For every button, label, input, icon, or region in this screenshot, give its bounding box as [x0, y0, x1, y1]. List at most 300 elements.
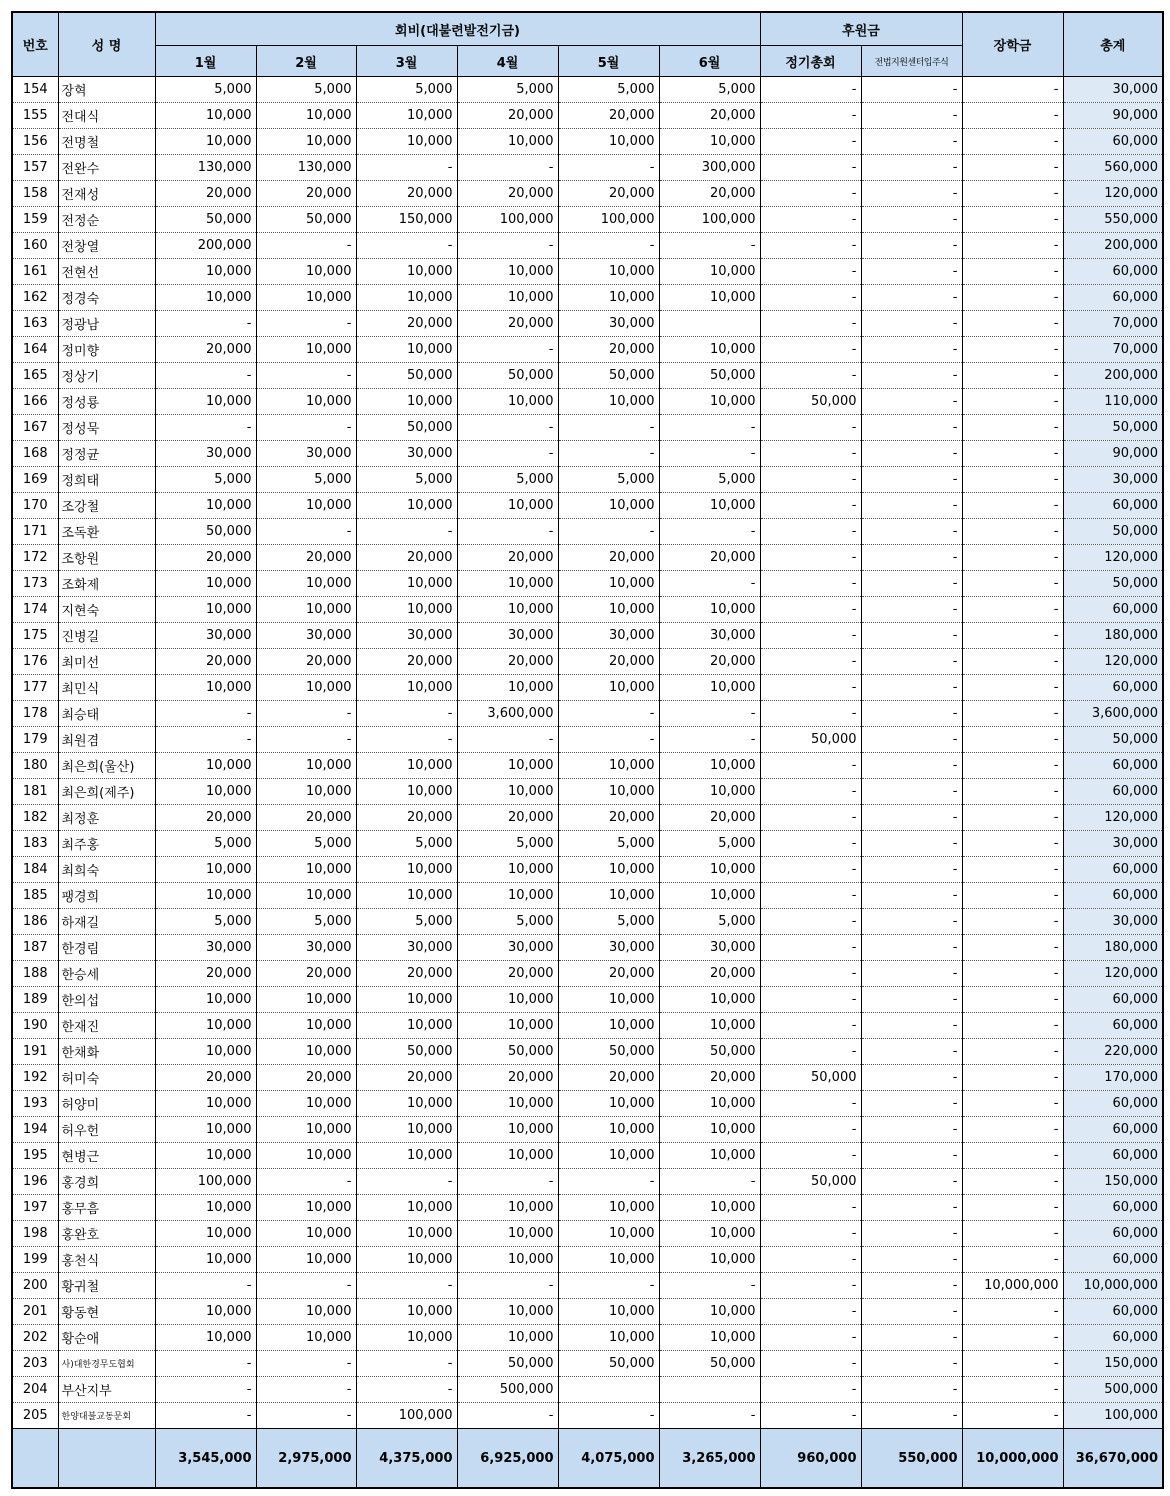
- month-2-cell: -: [256, 701, 356, 727]
- month-3-cell: 10,000: [356, 883, 457, 909]
- table-row: [12, 207, 1163, 233]
- month-3-cell: 20,000: [356, 311, 457, 337]
- month-5-cell: 10,000: [558, 1013, 659, 1039]
- month-3-cell: 50,000: [356, 415, 457, 441]
- table-row: [12, 571, 1163, 597]
- month-4-cell: 10,000: [457, 1325, 558, 1351]
- general-meeting-cell: -: [760, 675, 861, 701]
- scholarship-cell: -: [962, 935, 1063, 961]
- month-3-cell: -: [356, 1351, 457, 1377]
- scholarship-cell: -: [962, 701, 1063, 727]
- row-name-cell: 최은희(제주): [58, 779, 155, 805]
- row-total-cell: 10,000,000: [1063, 1273, 1163, 1299]
- month-4-cell: -: [457, 337, 558, 363]
- row-no-cell: 156: [12, 129, 58, 155]
- month-5-cell: 10,000: [558, 1221, 659, 1247]
- month-6-cell: -: [659, 519, 760, 545]
- table-row: [12, 129, 1163, 155]
- center-opening-cell: -: [861, 961, 962, 987]
- center-opening-cell: -: [861, 363, 962, 389]
- row-no-cell: 193: [12, 1091, 58, 1117]
- month-4-cell: 5,000: [457, 831, 558, 857]
- row-total-cell: 120,000: [1063, 181, 1163, 207]
- general-meeting-cell: -: [760, 129, 861, 155]
- row-total-cell: 90,000: [1063, 441, 1163, 467]
- month-3-cell: 150,000: [356, 207, 457, 233]
- month-2-cell: 10,000: [256, 285, 356, 311]
- month-6-cell: 10,000: [659, 1247, 760, 1273]
- month-1-cell: 10,000: [155, 1117, 256, 1143]
- month-6-cell: 10,000: [659, 987, 760, 1013]
- row-no-cell: 199: [12, 1247, 58, 1273]
- center-opening-cell: -: [861, 467, 962, 493]
- month-6-cell: 5,000: [659, 77, 760, 103]
- row-no-cell: 164: [12, 337, 58, 363]
- table-row: [12, 1039, 1163, 1065]
- total-month-6: 3,265,000: [659, 1429, 760, 1489]
- month-5-cell: 10,000: [558, 1247, 659, 1273]
- general-meeting-cell: 50,000: [760, 727, 861, 753]
- row-name-cell: 조화제: [58, 571, 155, 597]
- row-total-cell: 60,000: [1063, 779, 1163, 805]
- header-name: 성 명: [58, 12, 155, 77]
- row-no-cell: 194: [12, 1117, 58, 1143]
- donation-table-container: [11, 11, 1164, 1489]
- center-opening-cell: -: [861, 259, 962, 285]
- month-3-cell: 10,000: [356, 285, 457, 311]
- month-1-cell: 30,000: [155, 935, 256, 961]
- scholarship-cell: -: [962, 259, 1063, 285]
- row-total-cell: 180,000: [1063, 623, 1163, 649]
- month-5-cell: 20,000: [558, 961, 659, 987]
- month-2-cell: 10,000: [256, 857, 356, 883]
- center-opening-cell: -: [861, 1325, 962, 1351]
- month-1-cell: -: [155, 1351, 256, 1377]
- month-6-cell: 20,000: [659, 649, 760, 675]
- center-opening-cell: -: [861, 1117, 962, 1143]
- month-1-cell: -: [155, 1403, 256, 1429]
- general-meeting-cell: 50,000: [760, 1065, 861, 1091]
- month-1-cell: 10,000: [155, 597, 256, 623]
- month-6-cell: 10,000: [659, 779, 760, 805]
- month-6-cell: 20,000: [659, 805, 760, 831]
- table-row: [12, 727, 1163, 753]
- table-row: [12, 545, 1163, 571]
- center-opening-cell: -: [861, 493, 962, 519]
- table-row: [12, 1325, 1163, 1351]
- center-opening-cell: -: [861, 779, 962, 805]
- month-6-cell: 10,000: [659, 259, 760, 285]
- month-4-cell: -: [457, 233, 558, 259]
- scholarship-cell: -: [962, 1169, 1063, 1195]
- month-5-cell: 10,000: [558, 753, 659, 779]
- row-no-cell: 177: [12, 675, 58, 701]
- table-body: [12, 77, 1163, 1429]
- month-1-cell: -: [155, 727, 256, 753]
- month-3-cell: 5,000: [356, 831, 457, 857]
- row-name-cell: 홍완호: [58, 1221, 155, 1247]
- row-no-cell: 161: [12, 259, 58, 285]
- scholarship-cell: -: [962, 233, 1063, 259]
- general-meeting-cell: -: [760, 961, 861, 987]
- row-no-cell: 160: [12, 233, 58, 259]
- month-3-cell: -: [356, 1377, 457, 1403]
- month-3-cell: 10,000: [356, 779, 457, 805]
- scholarship-cell: -: [962, 129, 1063, 155]
- month-1-cell: 10,000: [155, 259, 256, 285]
- month-5-cell: 10,000: [558, 1299, 659, 1325]
- row-no-cell: 159: [12, 207, 58, 233]
- general-meeting-cell: -: [760, 181, 861, 207]
- month-3-cell: 10,000: [356, 1195, 457, 1221]
- header-month-6: 6월: [659, 46, 760, 77]
- month-4-cell: -: [457, 155, 558, 181]
- general-meeting-cell: -: [760, 1273, 861, 1299]
- month-1-cell: 10,000: [155, 129, 256, 155]
- month-4-cell: 10,000: [457, 493, 558, 519]
- month-2-cell: 10,000: [256, 1299, 356, 1325]
- month-5-cell: -: [558, 519, 659, 545]
- table-row: [12, 519, 1163, 545]
- row-name-cell: 최정훈: [58, 805, 155, 831]
- row-name-cell: 한재진: [58, 1013, 155, 1039]
- row-no-cell: 197: [12, 1195, 58, 1221]
- row-total-cell: 50,000: [1063, 415, 1163, 441]
- month-4-cell: 20,000: [457, 545, 558, 571]
- general-meeting-cell: -: [760, 701, 861, 727]
- row-no-cell: 195: [12, 1143, 58, 1169]
- table-row: [12, 181, 1163, 207]
- scholarship-cell: -: [962, 467, 1063, 493]
- scholarship-cell: -: [962, 207, 1063, 233]
- month-5-cell: 10,000: [558, 1117, 659, 1143]
- month-4-cell: 10,000: [457, 1221, 558, 1247]
- month-6-cell: 10,000: [659, 1143, 760, 1169]
- month-4-cell: 30,000: [457, 623, 558, 649]
- month-2-cell: 10,000: [256, 1143, 356, 1169]
- header-total: 총계: [1063, 12, 1163, 77]
- general-meeting-cell: -: [760, 311, 861, 337]
- general-meeting-cell: -: [760, 441, 861, 467]
- month-2-cell: 5,000: [256, 467, 356, 493]
- month-1-cell: 200,000: [155, 233, 256, 259]
- table-row: [12, 1247, 1163, 1273]
- month-5-cell: 20,000: [558, 545, 659, 571]
- center-opening-cell: -: [861, 155, 962, 181]
- month-6-cell: 10,000: [659, 1013, 760, 1039]
- month-2-cell: 10,000: [256, 753, 356, 779]
- row-name-cell: 전현선: [58, 259, 155, 285]
- month-6-cell: -: [659, 233, 760, 259]
- table-row: [12, 1013, 1163, 1039]
- total-month-5: 4,075,000: [558, 1429, 659, 1489]
- month-3-cell: 5,000: [356, 77, 457, 103]
- general-meeting-cell: -: [760, 155, 861, 181]
- scholarship-cell: -: [962, 1247, 1063, 1273]
- month-2-cell: 10,000: [256, 493, 356, 519]
- month-5-cell: 5,000: [558, 467, 659, 493]
- month-2-cell: -: [256, 415, 356, 441]
- month-2-cell: 20,000: [256, 649, 356, 675]
- month-5-cell: 10,000: [558, 129, 659, 155]
- month-1-cell: 50,000: [155, 207, 256, 233]
- month-2-cell: 10,000: [256, 779, 356, 805]
- month-6-cell: 10,000: [659, 1325, 760, 1351]
- row-no-cell: 172: [12, 545, 58, 571]
- header-month-5: 5월: [558, 46, 659, 77]
- center-opening-cell: -: [861, 1091, 962, 1117]
- center-opening-cell: -: [861, 701, 962, 727]
- month-2-cell: -: [256, 233, 356, 259]
- month-2-cell: 10,000: [256, 129, 356, 155]
- month-2-cell: 10,000: [256, 259, 356, 285]
- row-total-cell: 550,000: [1063, 207, 1163, 233]
- row-total-cell: 150,000: [1063, 1351, 1163, 1377]
- row-name-cell: 최은희(울산): [58, 753, 155, 779]
- row-total-cell: 50,000: [1063, 519, 1163, 545]
- table-row: [12, 857, 1163, 883]
- month-4-cell: 3,600,000: [457, 701, 558, 727]
- month-5-cell: 10,000: [558, 493, 659, 519]
- month-6-cell: 50,000: [659, 363, 760, 389]
- month-3-cell: 20,000: [356, 1065, 457, 1091]
- row-total-cell: 60,000: [1063, 1195, 1163, 1221]
- month-3-cell: 50,000: [356, 363, 457, 389]
- total-month-1: 3,545,000: [155, 1429, 256, 1489]
- month-1-cell: 10,000: [155, 1299, 256, 1325]
- general-meeting-cell: -: [760, 103, 861, 129]
- row-total-cell: 60,000: [1063, 1221, 1163, 1247]
- month-6-cell: 10,000: [659, 389, 760, 415]
- row-no-cell: 198: [12, 1221, 58, 1247]
- month-2-cell: 20,000: [256, 1065, 356, 1091]
- row-no-cell: 168: [12, 441, 58, 467]
- month-1-cell: 10,000: [155, 1195, 256, 1221]
- table-row: [12, 1065, 1163, 1091]
- month-6-cell: 50,000: [659, 1351, 760, 1377]
- row-no-cell: 189: [12, 987, 58, 1013]
- row-no-cell: 184: [12, 857, 58, 883]
- row-total-cell: 150,000: [1063, 1169, 1163, 1195]
- header-month-3: 3월: [356, 46, 457, 77]
- row-total-cell: 110,000: [1063, 389, 1163, 415]
- header-month-2: 2월: [256, 46, 356, 77]
- general-meeting-cell: -: [760, 1299, 861, 1325]
- row-name-cell: 팽경희: [58, 883, 155, 909]
- table-row: [12, 103, 1163, 129]
- row-total-cell: 60,000: [1063, 1091, 1163, 1117]
- row-name-cell: 조항원: [58, 545, 155, 571]
- row-name-cell: 현병근: [58, 1143, 155, 1169]
- center-opening-cell: -: [861, 233, 962, 259]
- month-6-cell: 10,000: [659, 1091, 760, 1117]
- row-total-cell: 120,000: [1063, 805, 1163, 831]
- month-2-cell: -: [256, 1351, 356, 1377]
- center-opening-cell: -: [861, 545, 962, 571]
- scholarship-cell: -: [962, 337, 1063, 363]
- general-meeting-cell: -: [760, 493, 861, 519]
- month-5-cell: 100,000: [558, 207, 659, 233]
- row-no-cell: 165: [12, 363, 58, 389]
- scholarship-cell: -: [962, 415, 1063, 441]
- month-4-cell: 10,000: [457, 857, 558, 883]
- scholarship-cell: -: [962, 1221, 1063, 1247]
- month-3-cell: 30,000: [356, 935, 457, 961]
- row-no-cell: 174: [12, 597, 58, 623]
- table-row: [12, 415, 1163, 441]
- row-no-cell: 162: [12, 285, 58, 311]
- row-name-cell: 전명철: [58, 129, 155, 155]
- scholarship-cell: -: [962, 1039, 1063, 1065]
- month-6-cell: 10,000: [659, 493, 760, 519]
- center-opening-cell: -: [861, 441, 962, 467]
- center-opening-cell: -: [861, 311, 962, 337]
- month-5-cell: 5,000: [558, 831, 659, 857]
- totals-row: [12, 1429, 1163, 1489]
- month-1-cell: -: [155, 415, 256, 441]
- month-6-cell: [659, 311, 760, 337]
- row-no-cell: 155: [12, 103, 58, 129]
- month-1-cell: 10,000: [155, 103, 256, 129]
- month-5-cell: 20,000: [558, 805, 659, 831]
- month-3-cell: 20,000: [356, 961, 457, 987]
- row-name-cell: 장혁: [58, 77, 155, 103]
- month-5-cell: -: [558, 1403, 659, 1429]
- month-2-cell: 5,000: [256, 77, 356, 103]
- row-total-cell: 30,000: [1063, 831, 1163, 857]
- month-5-cell: 10,000: [558, 1143, 659, 1169]
- general-meeting-cell: -: [760, 285, 861, 311]
- month-5-cell: 20,000: [558, 649, 659, 675]
- scholarship-cell: -: [962, 77, 1063, 103]
- table-row: [12, 831, 1163, 857]
- month-3-cell: 10,000: [356, 1091, 457, 1117]
- month-3-cell: 10,000: [356, 753, 457, 779]
- row-no-cell: 182: [12, 805, 58, 831]
- row-name-cell: 한의섭: [58, 987, 155, 1013]
- month-2-cell: 10,000: [256, 571, 356, 597]
- month-5-cell: 20,000: [558, 1065, 659, 1091]
- month-2-cell: 10,000: [256, 1247, 356, 1273]
- month-3-cell: 20,000: [356, 181, 457, 207]
- month-1-cell: 30,000: [155, 623, 256, 649]
- scholarship-cell: -: [962, 441, 1063, 467]
- month-2-cell: 5,000: [256, 909, 356, 935]
- general-meeting-cell: -: [760, 1039, 861, 1065]
- row-name-cell: 사)대한경무도협회: [58, 1351, 155, 1377]
- month-6-cell: 10,000: [659, 337, 760, 363]
- month-5-cell: -: [558, 441, 659, 467]
- month-2-cell: 10,000: [256, 597, 356, 623]
- row-no-cell: 175: [12, 623, 58, 649]
- row-total-cell: 170,000: [1063, 1065, 1163, 1091]
- month-6-cell: -: [659, 701, 760, 727]
- month-4-cell: 10,000: [457, 285, 558, 311]
- general-meeting-cell: -: [760, 77, 861, 103]
- month-1-cell: 10,000: [155, 1091, 256, 1117]
- table-row: [12, 805, 1163, 831]
- general-meeting-cell: -: [760, 545, 861, 571]
- table-row: [12, 909, 1163, 935]
- table-row: [12, 1403, 1163, 1429]
- month-1-cell: 100,000: [155, 1169, 256, 1195]
- row-name-cell: 정광남: [58, 311, 155, 337]
- center-opening-cell: -: [861, 1013, 962, 1039]
- row-no-cell: 204: [12, 1377, 58, 1403]
- month-6-cell: -: [659, 415, 760, 441]
- month-2-cell: -: [256, 1403, 356, 1429]
- grand-total: 36,670,000: [1063, 1429, 1163, 1489]
- row-total-cell: 60,000: [1063, 129, 1163, 155]
- month-4-cell: 10,000: [457, 597, 558, 623]
- scholarship-cell: -: [962, 389, 1063, 415]
- month-1-cell: -: [155, 311, 256, 337]
- scholarship-cell: -: [962, 1325, 1063, 1351]
- row-total-cell: 60,000: [1063, 1299, 1163, 1325]
- header-month-4: 4월: [457, 46, 558, 77]
- month-4-cell: -: [457, 1403, 558, 1429]
- month-5-cell: -: [558, 1273, 659, 1299]
- month-3-cell: -: [356, 701, 457, 727]
- row-name-cell: 홍무흠: [58, 1195, 155, 1221]
- month-2-cell: 10,000: [256, 1039, 356, 1065]
- table-row: [12, 389, 1163, 415]
- month-3-cell: 30,000: [356, 623, 457, 649]
- month-4-cell: 20,000: [457, 181, 558, 207]
- month-3-cell: 10,000: [356, 1117, 457, 1143]
- month-5-cell: -: [558, 415, 659, 441]
- month-2-cell: -: [256, 1169, 356, 1195]
- month-3-cell: 5,000: [356, 467, 457, 493]
- total-center-opening: 550,000: [861, 1429, 962, 1489]
- month-6-cell: 50,000: [659, 1039, 760, 1065]
- month-4-cell: 10,000: [457, 987, 558, 1013]
- month-1-cell: 10,000: [155, 1039, 256, 1065]
- month-6-cell: 5,000: [659, 831, 760, 857]
- row-total-cell: 100,000: [1063, 1403, 1163, 1429]
- month-4-cell: 10,000: [457, 883, 558, 909]
- month-5-cell: -: [558, 701, 659, 727]
- month-6-cell: 10,000: [659, 1221, 760, 1247]
- general-meeting-cell: -: [760, 1351, 861, 1377]
- month-5-cell: 20,000: [558, 103, 659, 129]
- general-meeting-cell: -: [760, 1013, 861, 1039]
- general-meeting-cell: -: [760, 1377, 861, 1403]
- month-2-cell: -: [256, 519, 356, 545]
- scholarship-cell: 10,000,000: [962, 1273, 1063, 1299]
- center-opening-cell: -: [861, 805, 962, 831]
- month-3-cell: 10,000: [356, 987, 457, 1013]
- month-4-cell: 30,000: [457, 935, 558, 961]
- general-meeting-cell: -: [760, 415, 861, 441]
- month-6-cell: 10,000: [659, 753, 760, 779]
- month-1-cell: 130,000: [155, 155, 256, 181]
- row-name-cell: 정희태: [58, 467, 155, 493]
- row-no-cell: 185: [12, 883, 58, 909]
- scholarship-cell: -: [962, 1195, 1063, 1221]
- month-6-cell: 20,000: [659, 1065, 760, 1091]
- row-no-cell: 171: [12, 519, 58, 545]
- month-3-cell: 10,000: [356, 259, 457, 285]
- month-2-cell: 20,000: [256, 545, 356, 571]
- row-total-cell: 30,000: [1063, 467, 1163, 493]
- month-6-cell: 20,000: [659, 103, 760, 129]
- general-meeting-cell: -: [760, 779, 861, 805]
- row-total-cell: 220,000: [1063, 1039, 1163, 1065]
- month-1-cell: 10,000: [155, 571, 256, 597]
- scholarship-cell: -: [962, 987, 1063, 1013]
- scholarship-cell: -: [962, 1351, 1063, 1377]
